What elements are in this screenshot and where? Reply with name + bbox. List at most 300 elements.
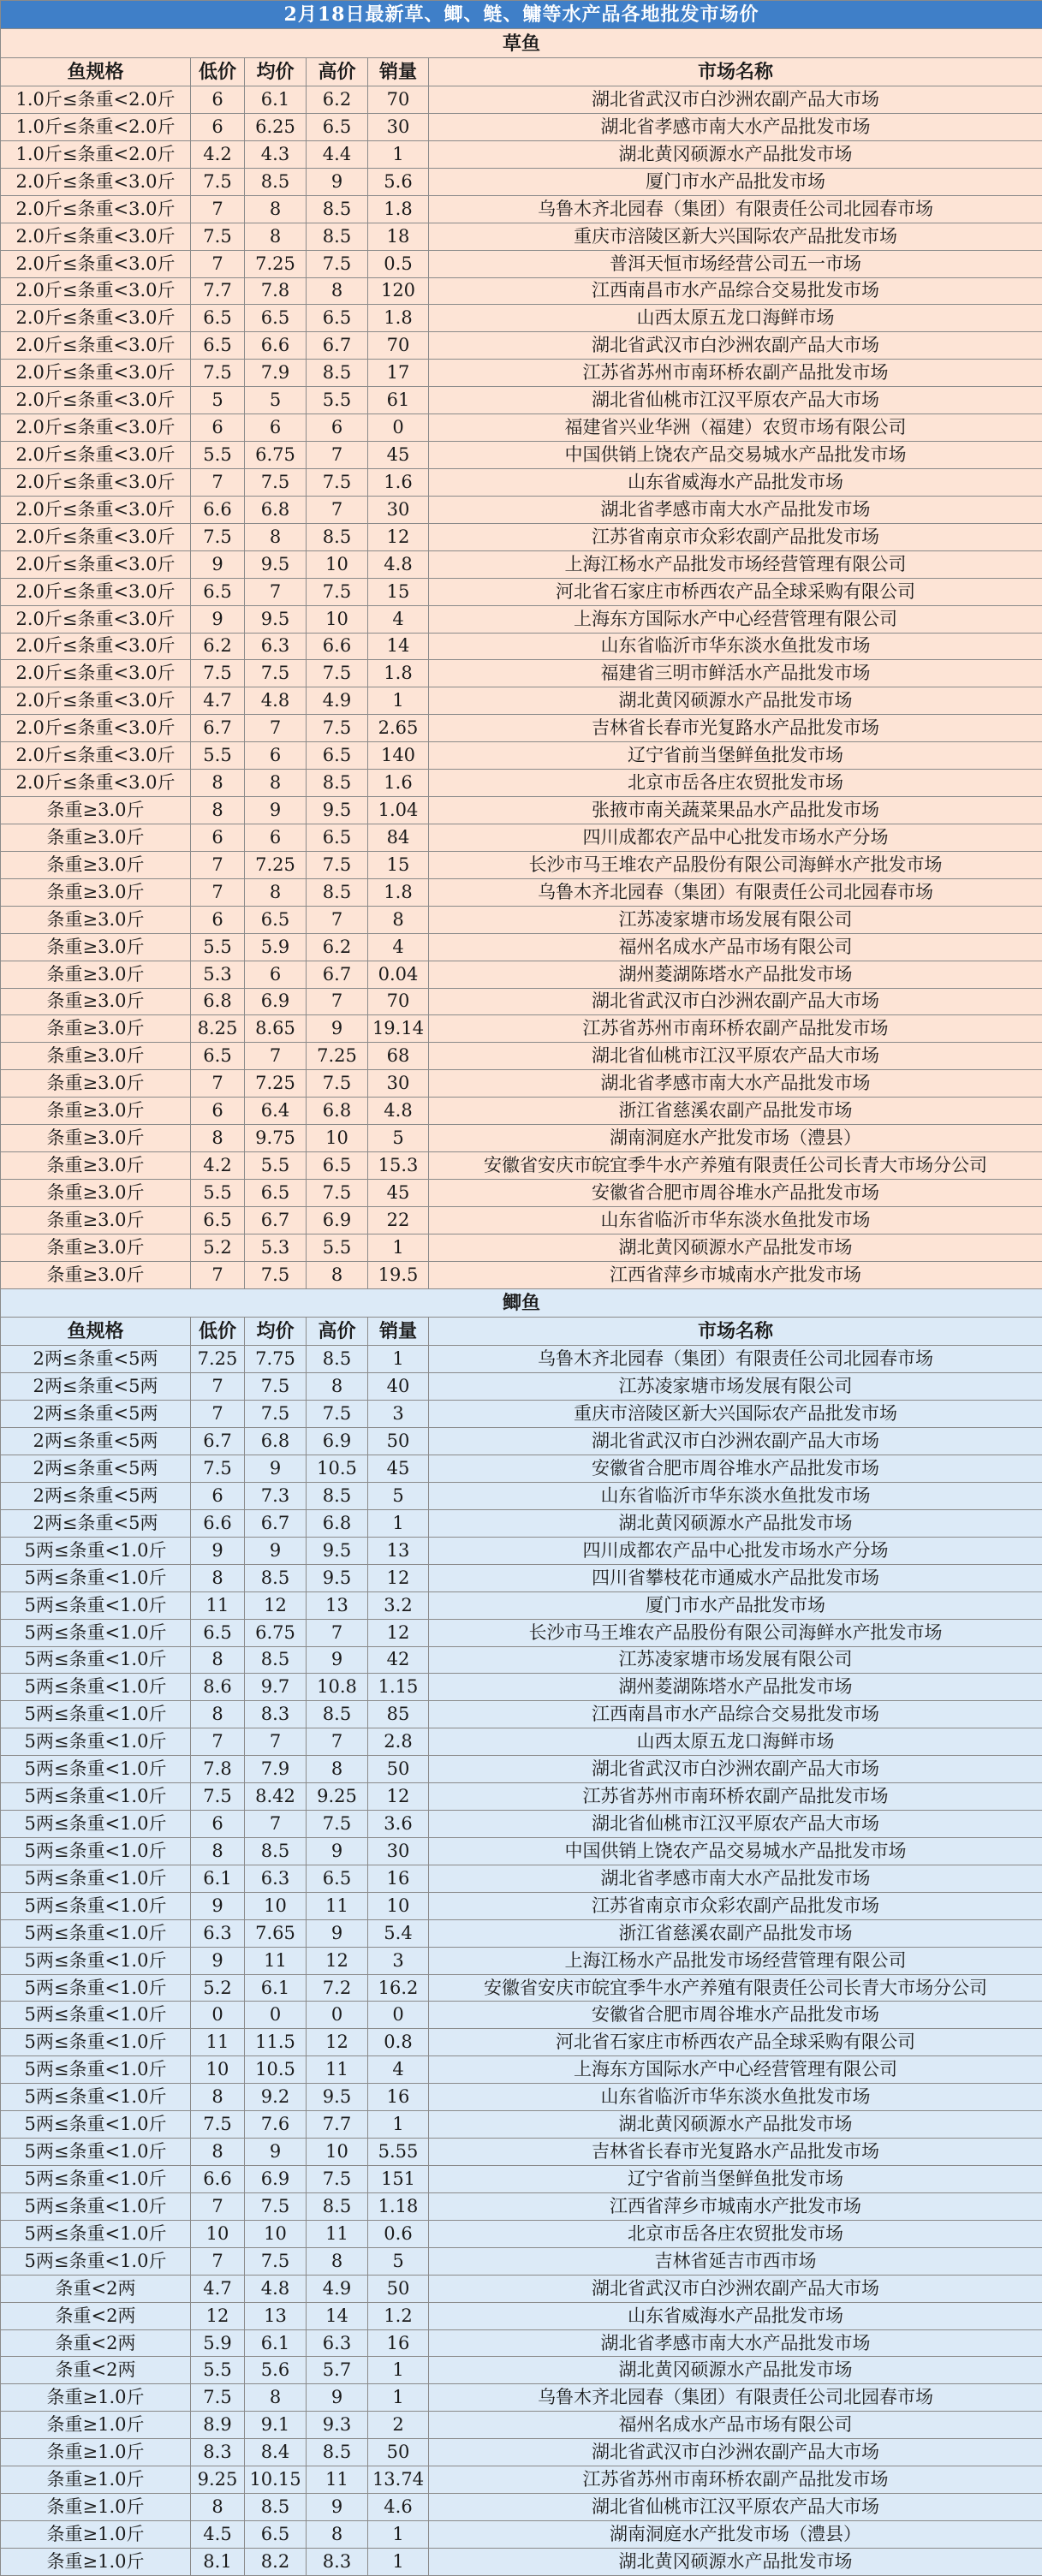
table-row — [1, 1783, 1042, 1811]
low-price-cell: 5.5 — [191, 1179, 245, 1206]
table-row — [1, 114, 1042, 141]
volume-cell: 1 — [368, 2521, 429, 2549]
high-price-cell: 6.5 — [307, 824, 368, 851]
avg-price-cell: 7.6 — [245, 2111, 307, 2139]
low-price-cell: 7.5 — [191, 523, 245, 550]
avg-price-cell: 6 — [245, 742, 307, 770]
volume-cell: 50 — [368, 1428, 429, 1455]
volume-cell: 61 — [368, 387, 429, 414]
market-name-cell: 湖北黄冈硕源水产品批发市场 — [429, 2548, 1042, 2575]
low-price-cell: 7.5 — [191, 1783, 245, 1811]
low-price-cell: 7 — [191, 2247, 245, 2275]
high-price-cell: 7 — [307, 442, 368, 469]
low-price-cell: 8 — [191, 2494, 245, 2521]
market-name-cell: 普洱天恒市场经营公司五一市场 — [429, 250, 1042, 277]
low-price-cell: 8 — [191, 2139, 245, 2166]
table-row — [1, 660, 1042, 687]
high-price-cell: 7.2 — [307, 1974, 368, 2002]
high-price-cell: 6.7 — [307, 961, 368, 988]
market-name-cell: 厦门市水产品批发市场 — [429, 1591, 1042, 1619]
fish-spec-cell: 5两≤条重<1.0斤 — [1, 2192, 191, 2220]
avg-price-cell: 6.1 — [245, 1974, 307, 2002]
high-price-cell: 7.5 — [307, 851, 368, 878]
high-price-cell: 8.3 — [307, 2548, 368, 2575]
high-price-cell: 7.5 — [307, 715, 368, 742]
avg-price-cell: 5.5 — [245, 1152, 307, 1180]
volume-cell: 5.55 — [368, 2139, 429, 2166]
market-name-cell: 山东省威海水产品批发市场 — [429, 468, 1042, 496]
volume-cell: 3.6 — [368, 1811, 429, 1838]
fish-spec-cell: 2.0斤≤条重<3.0斤 — [1, 523, 191, 550]
table-row — [1, 387, 1042, 414]
volume-cell: 1.8 — [368, 305, 429, 332]
high-price-cell: 8.5 — [307, 195, 368, 223]
market-name-cell: 长沙市马王堆农产品股份有限公司海鲜水产批发市场 — [429, 851, 1042, 878]
table-row — [1, 961, 1042, 988]
high-price-cell: 7.5 — [307, 1811, 368, 1838]
low-price-cell: 7.5 — [191, 660, 245, 687]
high-price-cell: 5.5 — [307, 1234, 368, 1261]
fish-spec-cell: 1.0斤≤条重<2.0斤 — [1, 114, 191, 141]
high-price-cell: 4.9 — [307, 2275, 368, 2302]
high-price-cell: 6.5 — [307, 114, 368, 141]
fish-spec-cell: 条重<2两 — [1, 2329, 191, 2357]
section-heading-row — [1, 29, 1042, 57]
high-price-cell: 6.9 — [307, 1428, 368, 1455]
low-price-cell: 4.5 — [191, 2521, 245, 2549]
volume-cell: 85 — [368, 1701, 429, 1728]
fish-spec-cell: 5两≤条重<1.0斤 — [1, 1974, 191, 2002]
fish-spec-cell: 5两≤条重<1.0斤 — [1, 1537, 191, 1564]
column-header-row — [1, 57, 1042, 86]
avg-price-cell: 6.5 — [245, 906, 307, 933]
table-row — [1, 1674, 1042, 1701]
section-heading-row — [1, 1288, 1042, 1317]
market-name-cell: 湖北省孝感市南大水产品批发市场 — [429, 496, 1042, 523]
table-row — [1, 168, 1042, 195]
avg-price-cell: 9 — [245, 1455, 307, 1483]
fish-spec-cell: 2.0斤≤条重<3.0斤 — [1, 442, 191, 469]
volume-cell: 5 — [368, 2247, 429, 2275]
avg-price-cell: 4.8 — [245, 2275, 307, 2302]
fish-spec-cell: 2.0斤≤条重<3.0斤 — [1, 578, 191, 605]
fish-spec-cell: 条重≥3.0斤 — [1, 1015, 191, 1043]
high-price-cell: 8.5 — [307, 878, 368, 906]
low-price-cell: 7 — [191, 1401, 245, 1428]
volume-cell: 13.74 — [368, 2466, 429, 2494]
avg-price-cell: 9.1 — [245, 2412, 307, 2439]
avg-price-cell: 4.3 — [245, 140, 307, 168]
table-row — [1, 1756, 1042, 1783]
fish-spec-cell: 2两≤条重<5两 — [1, 1346, 191, 1373]
low-price-cell: 7 — [191, 1373, 245, 1401]
avg-price-cell: 10.5 — [245, 2056, 307, 2084]
volume-cell: 12 — [368, 523, 429, 550]
market-name-cell: 上海东方国际水产中心经营管理有限公司 — [429, 2056, 1042, 2084]
high-price-cell: 8 — [307, 2247, 368, 2275]
table-row — [1, 2166, 1042, 2193]
column-header: 均价 — [245, 1318, 307, 1346]
low-price-cell: 6.6 — [191, 2166, 245, 2193]
market-name-cell: 吉林省长春市光复路水产品批发市场 — [429, 715, 1042, 742]
market-name-cell: 江西省萍乡市城南水产批发市场 — [429, 2192, 1042, 2220]
market-name-cell: 江苏省南京市众彩农副产品批发市场 — [429, 1892, 1042, 1919]
table-row — [1, 1537, 1042, 1564]
table-row — [1, 1865, 1042, 1892]
avg-price-cell: 9 — [245, 797, 307, 824]
high-price-cell: 4.4 — [307, 140, 368, 168]
high-price-cell: 6.2 — [307, 86, 368, 114]
table-row — [1, 1346, 1042, 1373]
table-row — [1, 2302, 1042, 2329]
avg-price-cell: 6.3 — [245, 1865, 307, 1892]
avg-price-cell: 7.9 — [245, 360, 307, 387]
low-price-cell: 7 — [191, 1070, 245, 1098]
section-title: 鲫鱼 — [1, 1288, 1042, 1317]
fish-spec-cell: 5两≤条重<1.0斤 — [1, 1701, 191, 1728]
table-row — [1, 140, 1042, 168]
fish-spec-cell: 5两≤条重<1.0斤 — [1, 1865, 191, 1892]
avg-price-cell: 7.75 — [245, 1346, 307, 1373]
table-row — [1, 1373, 1042, 1401]
low-price-cell: 10 — [191, 2056, 245, 2084]
fish-spec-cell: 1.0斤≤条重<2.0斤 — [1, 86, 191, 114]
high-price-cell: 7.5 — [307, 2166, 368, 2193]
high-price-cell: 10 — [307, 605, 368, 633]
market-name-cell: 安徽省安庆市皖宜季牛水产养殖有限责任公司长青大市场分公司 — [429, 1974, 1042, 2002]
high-price-cell: 6.8 — [307, 1098, 368, 1125]
fish-spec-cell: 条重≥3.0斤 — [1, 1206, 191, 1234]
avg-price-cell: 6.7 — [245, 1509, 307, 1537]
table-row — [1, 1892, 1042, 1919]
low-price-cell: 10 — [191, 2220, 245, 2247]
volume-cell: 19.14 — [368, 1015, 429, 1043]
volume-cell: 1.04 — [368, 797, 429, 824]
high-price-cell: 8.5 — [307, 1701, 368, 1728]
avg-price-cell: 6 — [245, 961, 307, 988]
high-price-cell: 6.8 — [307, 1509, 368, 1537]
high-price-cell: 12 — [307, 2029, 368, 2056]
fish-spec-cell: 2.0斤≤条重<3.0斤 — [1, 223, 191, 250]
high-price-cell: 7 — [307, 496, 368, 523]
fish-spec-cell: 条重≥3.0斤 — [1, 851, 191, 878]
page-title: 2月18日最新草、鲫、鲢、鳙等水产品各地批发市场价 — [1, 1, 1042, 29]
volume-cell: 30 — [368, 1837, 429, 1865]
fish-spec-cell: 5两≤条重<1.0斤 — [1, 1811, 191, 1838]
market-name-cell: 辽宁省前当堡鲜鱼批发市场 — [429, 2166, 1042, 2193]
fish-spec-cell: 2.0斤≤条重<3.0斤 — [1, 660, 191, 687]
fish-spec-cell: 5两≤条重<1.0斤 — [1, 2139, 191, 2166]
fish-spec-cell: 5两≤条重<1.0斤 — [1, 1837, 191, 1865]
avg-price-cell: 7 — [245, 1728, 307, 1756]
market-name-cell: 江苏凌家塘市场发展有限公司 — [429, 906, 1042, 933]
volume-cell: 5.4 — [368, 1919, 429, 1947]
table-row — [1, 2111, 1042, 2139]
avg-price-cell: 8.3 — [245, 1701, 307, 1728]
avg-price-cell: 8.5 — [245, 168, 307, 195]
fish-spec-cell: 5两≤条重<1.0斤 — [1, 2056, 191, 2084]
volume-cell: 1 — [368, 2384, 429, 2412]
fish-spec-cell: 条重≥1.0斤 — [1, 2466, 191, 2494]
volume-cell: 0.6 — [368, 2220, 429, 2247]
table-row — [1, 933, 1042, 961]
avg-price-cell: 6.6 — [245, 332, 307, 360]
high-price-cell: 9.5 — [307, 1537, 368, 1564]
volume-cell: 15.3 — [368, 1152, 429, 1180]
volume-cell: 0.5 — [368, 250, 429, 277]
avg-price-cell: 7.5 — [245, 660, 307, 687]
high-price-cell: 11 — [307, 2466, 368, 2494]
high-price-cell: 8.5 — [307, 1482, 368, 1509]
high-price-cell: 10.8 — [307, 1674, 368, 1701]
avg-price-cell: 7.5 — [245, 1261, 307, 1288]
table-row — [1, 1974, 1042, 2002]
fish-spec-cell: 5两≤条重<1.0斤 — [1, 2084, 191, 2111]
avg-price-cell: 7.65 — [245, 1919, 307, 1947]
high-price-cell: 7.5 — [307, 468, 368, 496]
market-name-cell: 湖北省孝感市南大水产品批发市场 — [429, 2329, 1042, 2357]
market-name-cell: 江苏省苏州市南环桥农副产品批发市场 — [429, 2466, 1042, 2494]
table-row — [1, 195, 1042, 223]
volume-cell: 30 — [368, 114, 429, 141]
volume-cell: 0.8 — [368, 2029, 429, 2056]
column-header: 高价 — [307, 1318, 368, 1346]
fish-spec-cell: 条重≥1.0斤 — [1, 2494, 191, 2521]
market-name-cell: 吉林省长春市光复路水产品批发市场 — [429, 2139, 1042, 2166]
low-price-cell: 5.5 — [191, 933, 245, 961]
table-row — [1, 2220, 1042, 2247]
low-price-cell: 7 — [191, 250, 245, 277]
low-price-cell: 5 — [191, 387, 245, 414]
avg-price-cell: 7.5 — [245, 468, 307, 496]
table-row — [1, 1098, 1042, 1125]
low-price-cell: 6.5 — [191, 1206, 245, 1234]
table-row — [1, 2357, 1042, 2384]
avg-price-cell: 7.3 — [245, 1482, 307, 1509]
table-row — [1, 2247, 1042, 2275]
volume-cell: 45 — [368, 442, 429, 469]
market-name-cell: 江西省萍乡市城南水产批发市场 — [429, 1261, 1042, 1288]
high-price-cell: 9 — [307, 168, 368, 195]
low-price-cell: 4.2 — [191, 140, 245, 168]
avg-price-cell: 8 — [245, 878, 307, 906]
market-name-cell: 山东省临沂市华东淡水鱼批发市场 — [429, 1206, 1042, 1234]
fish-spec-cell: 条重<2两 — [1, 2275, 191, 2302]
market-name-cell: 湖北省武汉市白沙洲农副产品大市场 — [429, 988, 1042, 1015]
high-price-cell: 10 — [307, 2139, 368, 2166]
low-price-cell: 7.5 — [191, 223, 245, 250]
high-price-cell: 6.5 — [307, 742, 368, 770]
fish-spec-cell: 条重≥3.0斤 — [1, 1098, 191, 1125]
low-price-cell: 8 — [191, 797, 245, 824]
table-row — [1, 797, 1042, 824]
fish-spec-cell: 条重≥1.0斤 — [1, 2412, 191, 2439]
fish-spec-cell: 2.0斤≤条重<3.0斤 — [1, 468, 191, 496]
high-price-cell: 7.5 — [307, 1179, 368, 1206]
fish-spec-cell: 条重≥3.0斤 — [1, 1179, 191, 1206]
fish-spec-cell: 2.0斤≤条重<3.0斤 — [1, 168, 191, 195]
column-header: 市场名称 — [429, 57, 1042, 86]
volume-cell: 3.2 — [368, 1591, 429, 1619]
avg-price-cell: 8.5 — [245, 1837, 307, 1865]
table-row — [1, 633, 1042, 660]
table-row — [1, 2139, 1042, 2166]
fish-spec-cell: 5两≤条重<1.0斤 — [1, 1756, 191, 1783]
table-row — [1, 824, 1042, 851]
volume-cell: 4.8 — [368, 1098, 429, 1125]
market-name-cell: 河北省石家庄市桥西农产品全球采购有限公司 — [429, 578, 1042, 605]
volume-cell: 50 — [368, 2275, 429, 2302]
volume-cell: 45 — [368, 1179, 429, 1206]
low-price-cell: 7.5 — [191, 168, 245, 195]
low-price-cell: 8 — [191, 1564, 245, 1591]
avg-price-cell: 9 — [245, 1537, 307, 1564]
market-name-cell: 江苏凌家塘市场发展有限公司 — [429, 1646, 1042, 1674]
volume-cell: 22 — [368, 1206, 429, 1234]
high-price-cell: 9.5 — [307, 797, 368, 824]
table-row — [1, 742, 1042, 770]
low-price-cell: 6.8 — [191, 988, 245, 1015]
low-price-cell: 9 — [191, 1537, 245, 1564]
low-price-cell: 6.7 — [191, 715, 245, 742]
table-row — [1, 2084, 1042, 2111]
fish-spec-cell: 2两≤条重<5两 — [1, 1509, 191, 1537]
high-price-cell: 6.5 — [307, 305, 368, 332]
low-price-cell: 7 — [191, 878, 245, 906]
avg-price-cell: 7.5 — [245, 2192, 307, 2220]
column-header: 鱼规格 — [1, 57, 191, 86]
market-name-cell: 安徽省合肥市周谷堆水产品批发市场 — [429, 2002, 1042, 2029]
high-price-cell: 9 — [307, 1015, 368, 1043]
high-price-cell: 7 — [307, 1728, 368, 1756]
avg-price-cell: 6.75 — [245, 442, 307, 469]
volume-cell: 70 — [368, 988, 429, 1015]
market-name-cell: 福州名成水产品市场有限公司 — [429, 933, 1042, 961]
volume-cell: 84 — [368, 824, 429, 851]
low-price-cell: 6.5 — [191, 1043, 245, 1070]
high-price-cell: 6.7 — [307, 332, 368, 360]
low-price-cell: 7 — [191, 851, 245, 878]
table-row — [1, 2056, 1042, 2084]
table-row — [1, 1811, 1042, 1838]
market-name-cell: 湖北省武汉市白沙洲农副产品大市场 — [429, 1428, 1042, 1455]
low-price-cell: 5.2 — [191, 1974, 245, 2002]
volume-cell: 12 — [368, 1783, 429, 1811]
market-name-cell: 江西南昌市水产品综合交易批发市场 — [429, 277, 1042, 305]
low-price-cell: 11 — [191, 1591, 245, 1619]
low-price-cell: 6.2 — [191, 633, 245, 660]
high-price-cell: 8 — [307, 1261, 368, 1288]
fish-spec-cell: 5两≤条重<1.0斤 — [1, 1591, 191, 1619]
fish-spec-cell: 条重≥3.0斤 — [1, 906, 191, 933]
volume-cell: 70 — [368, 332, 429, 360]
low-price-cell: 6 — [191, 1482, 245, 1509]
fish-spec-cell: 2.0斤≤条重<3.0斤 — [1, 332, 191, 360]
table-row — [1, 414, 1042, 442]
table-row — [1, 1919, 1042, 1947]
volume-cell: 50 — [368, 1756, 429, 1783]
volume-cell: 50 — [368, 2439, 429, 2466]
table-row — [1, 1482, 1042, 1509]
avg-price-cell: 7.25 — [245, 851, 307, 878]
avg-price-cell: 6.1 — [245, 86, 307, 114]
volume-cell: 1.6 — [368, 770, 429, 797]
market-name-cell: 江苏省苏州市南环桥农副产品批发市场 — [429, 360, 1042, 387]
avg-price-cell: 7 — [245, 1043, 307, 1070]
avg-price-cell: 9.7 — [245, 1674, 307, 1701]
avg-price-cell: 6.75 — [245, 1619, 307, 1646]
volume-cell: 14 — [368, 633, 429, 660]
volume-cell: 0 — [368, 414, 429, 442]
market-name-cell: 福建省兴业华洲（福建）农贸市场有限公司 — [429, 414, 1042, 442]
fish-spec-cell: 5两≤条重<1.0斤 — [1, 1892, 191, 1919]
avg-price-cell: 6 — [245, 414, 307, 442]
high-price-cell: 6 — [307, 414, 368, 442]
avg-price-cell: 0 — [245, 2002, 307, 2029]
low-price-cell: 6.3 — [191, 1919, 245, 1947]
low-price-cell: 6.5 — [191, 332, 245, 360]
column-header-row — [1, 1318, 1042, 1346]
volume-cell: 1.6 — [368, 468, 429, 496]
table-row — [1, 687, 1042, 715]
volume-cell: 17 — [368, 360, 429, 387]
table-row — [1, 1646, 1042, 1674]
low-price-cell: 8 — [191, 1701, 245, 1728]
avg-price-cell: 9.5 — [245, 605, 307, 633]
low-price-cell: 6.6 — [191, 496, 245, 523]
column-header: 均价 — [245, 57, 307, 86]
market-name-cell: 中国供销上饶农产品交易城水产品批发市场 — [429, 442, 1042, 469]
column-header: 市场名称 — [429, 1318, 1042, 1346]
fish-spec-cell: 2.0斤≤条重<3.0斤 — [1, 250, 191, 277]
avg-price-cell: 7.5 — [245, 2247, 307, 2275]
low-price-cell: 6.7 — [191, 1428, 245, 1455]
market-name-cell: 湖北黄冈硕源水产品批发市场 — [429, 1234, 1042, 1261]
volume-cell: 120 — [368, 277, 429, 305]
avg-price-cell: 8.42 — [245, 1783, 307, 1811]
low-price-cell: 5.9 — [191, 2329, 245, 2357]
low-price-cell: 7 — [191, 468, 245, 496]
table-row — [1, 2002, 1042, 2029]
low-price-cell: 8.9 — [191, 2412, 245, 2439]
low-price-cell: 5.5 — [191, 2357, 245, 2384]
volume-cell: 18 — [368, 223, 429, 250]
market-name-cell: 湖北省武汉市白沙洲农副产品大市场 — [429, 86, 1042, 114]
low-price-cell: 8 — [191, 1837, 245, 1865]
low-price-cell: 4.7 — [191, 687, 245, 715]
title-row — [1, 1, 1042, 29]
market-name-cell: 上海东方国际水产中心经营管理有限公司 — [429, 605, 1042, 633]
high-price-cell: 11 — [307, 2220, 368, 2247]
market-name-cell: 北京市岳各庄农贸批发市场 — [429, 770, 1042, 797]
table-row — [1, 1701, 1042, 1728]
high-price-cell: 7.5 — [307, 660, 368, 687]
volume-cell: 4.8 — [368, 550, 429, 578]
fish-spec-cell: 条重≥3.0斤 — [1, 1043, 191, 1070]
volume-cell: 5 — [368, 1482, 429, 1509]
low-price-cell: 6 — [191, 414, 245, 442]
low-price-cell: 6 — [191, 86, 245, 114]
table-row — [1, 523, 1042, 550]
market-name-cell: 乌鲁木齐北园春（集团）有限责任公司北园春市场 — [429, 1346, 1042, 1373]
market-name-cell: 山西太原五龙口海鲜市场 — [429, 305, 1042, 332]
table-row — [1, 2548, 1042, 2575]
high-price-cell: 8.5 — [307, 360, 368, 387]
low-price-cell: 7.5 — [191, 1455, 245, 1483]
fish-spec-cell: 5两≤条重<1.0斤 — [1, 1947, 191, 1974]
volume-cell: 1 — [368, 2548, 429, 2575]
market-name-cell: 厦门市水产品批发市场 — [429, 168, 1042, 195]
